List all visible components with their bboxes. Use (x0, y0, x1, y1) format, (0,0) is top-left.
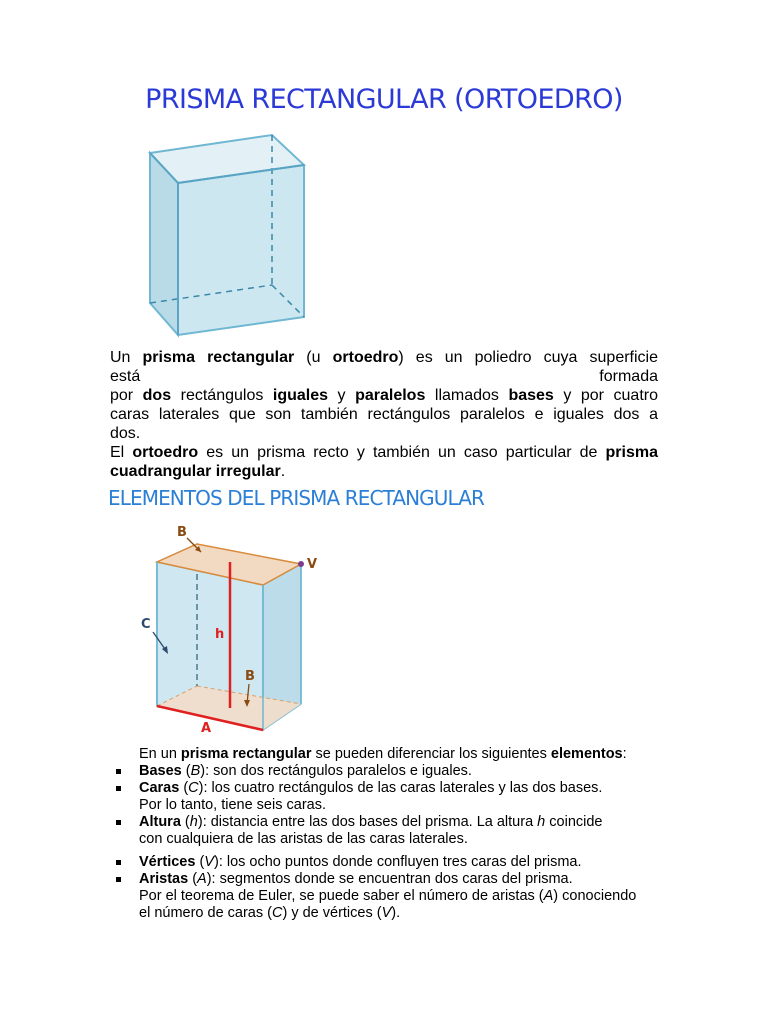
label-c: C (141, 617, 151, 632)
intro-text (110, 348, 658, 481)
euler-note: Por el teorema de Euler, se puede saber el número de aristas (A) conociendo (139, 888, 637, 904)
bullet-icon (116, 860, 121, 865)
elements-lead: En un prisma rectangular se pueden diferenciar los siguientes elementos: (139, 746, 627, 762)
bullet-icon (116, 769, 121, 774)
cuboid-illustration (140, 125, 310, 340)
page-title: PRISMA RECTANGULAR (ORTOEDRO) (145, 84, 623, 115)
section-title: ELEMENTOS DEL PRISMA RECTANGULAR (108, 486, 484, 510)
label-b-bottom: B (245, 669, 255, 684)
elements-list-section (115, 746, 675, 922)
intro-line-3: por dos rectángulos iguales y paralelos llamados bases y por cuatro (110, 387, 659, 404)
intro-paragraph-2: El ortoedro es un prisma recto y también un caso particular de prisma (110, 444, 658, 461)
label-a: A (201, 721, 212, 736)
intro-line-1: Un prisma rectangular (u ortoedro) es un poliedro cuya superficie (110, 349, 658, 366)
intro-line-5: dos. (110, 425, 141, 442)
list-item-bases: Bases (B): son dos rectángulos paralelos e iguales. (115, 763, 675, 780)
label-h: h (215, 627, 225, 642)
bullet-icon (116, 786, 121, 791)
bullet-icon (116, 877, 121, 882)
list-item-caras: Caras (C): los cuatro rectángulos de las caras laterales y las dos bases. Por lo tanto, tiene seis caras. (115, 780, 675, 814)
list-item-aristas: Aristas (A): segmentos donde se encuentran dos caras del prisma. Por el teorema de Euler, se puede saber el número de aristas (A) conociendo el número de caras (C) y de vértices (V). (115, 871, 675, 922)
labeled-prism-illustration (135, 518, 335, 740)
elements-list (115, 763, 675, 922)
euler-note-2: el número de caras (C) y de vértices (V). (139, 905, 401, 921)
list-item-altura: Altura (h): distancia entre las dos bases del prisma. La altura h coincide con cualquiera de las aristas de las caras laterales. (115, 814, 675, 848)
label-v: V (307, 557, 318, 572)
intro-line-4: caras laterales que son también rectángulos paralelos e iguales dos a (110, 406, 658, 423)
intro-line-2: está formada (110, 368, 658, 385)
intro-paragraph-2-end: cuadrangular irregular. (110, 463, 286, 480)
list-item-vertices: Vértices (V): los ocho puntos donde confluyen tres caras del prisma. (115, 854, 675, 871)
label-b-top: B (177, 525, 187, 540)
bullet-icon (116, 820, 121, 825)
